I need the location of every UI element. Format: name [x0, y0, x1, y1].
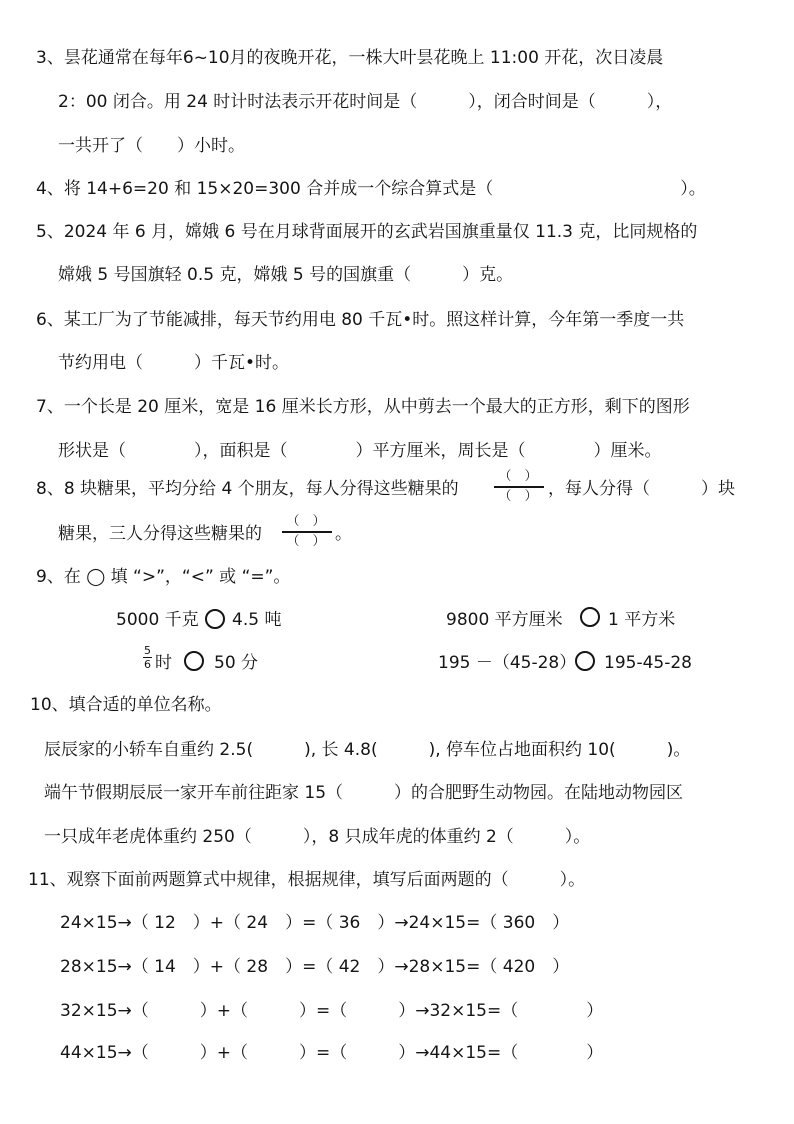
q8-fraction-1-bar [494, 486, 544, 488]
q7-line2: 形状是（ ），面积是（ ）平方厘米，周长是（ ）厘米。 [58, 441, 662, 461]
q11-row-4: 44×15→（ ）+（ ）=（ ）→44×15=（ ） [60, 1043, 604, 1063]
q9-b-left: 9800 平方厘米 [446, 610, 563, 630]
q8-fraction-2-bar [282, 531, 332, 533]
q9-title: 9、在 ◯ 填 “>”，“<” 或 “=”。 [36, 567, 291, 587]
q10-line2: 端午节假期辰辰一家开车前往距家 15（ ）的合肥野生动物园。在陆地动物园区 [44, 783, 684, 803]
q9-c-denominator: 6 [144, 658, 151, 671]
q3-line3: 一共开了（ ）小时。 [58, 136, 245, 156]
q9-c-right: 50 分 [214, 653, 259, 673]
q8-fraction-2-denominator: （ ） [286, 534, 326, 549]
q8-line1-b: ，每人分得（ ）块 [548, 479, 735, 499]
q9-d-left: 195 －（45-28） [438, 653, 577, 673]
q6-line1: 6、某工厂为了节能减排，每天节约用电 80 千瓦•时。照这样计算，今年第一季度一共 [36, 310, 685, 330]
q11-row-1: 24×15→（ 12 ）+（ 24 ）=（ 36 ）→24×15=（ 360 ） [60, 913, 570, 933]
q10-line1: 辰辰家的小轿车自重约 2.5( ), 长 4.8( ), 停车位占地面积约 10( )。 [44, 740, 691, 760]
q8-line1-a: 8、8 块糖果，平均分给 4 个朋友，每人分得这些糖果的 [36, 479, 459, 499]
q11-row-3: 32×15→（ ）+（ ）=（ ）→32×15=（ ） [60, 1001, 604, 1021]
q10-line3: 一只成年老虎体重约 250（ ），8 只成年虎的体重约 2（ ）。 [44, 827, 591, 847]
q7-line1: 7、一个长是 20 厘米，宽是 16 厘米长方形，从中剪去一个最大的正方形，剩下的图形 [36, 397, 690, 417]
q9-c-numerator: 5 [144, 644, 151, 657]
q9-d-compare-circle[interactable] [575, 651, 595, 671]
q11-title: 11、观察下面前两题算式中规律，根据规律，填写后面两题的（ ）。 [28, 870, 586, 890]
q5-line1: 5、2024 年 6 月，嫦娥 6 号在月球背面展开的玄武岩国旗重量仅 11.3 克，比同规格的 [36, 222, 698, 242]
q9-a-compare-circle[interactable] [205, 609, 225, 629]
q9-a-right: 4.5 吨 [232, 610, 282, 630]
q11-row-2: 28×15→（ 14 ）+（ 28 ）=（ 42 ）→28×15=（ 420 ） [60, 957, 570, 977]
q8-line2-b: 。 [335, 524, 352, 544]
q4-line1: 4、将 14+6=20 和 15×20=300 合并成一个综合算式是（ ）。 [36, 179, 706, 199]
q9-a-left: 5000 千克 [116, 610, 199, 630]
q6-line2: 节约用电（ ）千瓦•时。 [58, 353, 290, 373]
q9-b-compare-circle[interactable] [580, 607, 600, 627]
q5-line2: 嫦娥 5 号国旗轻 0.5 克，嫦娥 5 号的国旗重（ ）克。 [58, 265, 514, 285]
q8-fraction-1-denominator: （ ） [498, 489, 538, 504]
q10-title: 10、填合适的单位名称。 [30, 695, 222, 715]
q8-fraction-2-numerator: （ ） [286, 514, 326, 529]
q3-line1: 3、昙花通常在每年6~10月的夜晚开花，一株大叶昙花晚上 11:00 开花，次日凌晨 [36, 48, 664, 68]
q9-d-right: 195-45-28 [604, 653, 692, 673]
q9-c-compare-circle[interactable] [184, 651, 204, 671]
q8-line2-a: 糖果，三人分得这些糖果的 [58, 524, 262, 544]
q3-line2: 2：00 闭合。用 24 时计时法表示开花时间是（ ），闭合时间是（ ）， [58, 92, 673, 112]
q9-b-right: 1 平方米 [608, 610, 676, 630]
q9-c-unit: 时 [155, 653, 172, 673]
q8-fraction-1-numerator: （ ） [498, 469, 538, 484]
